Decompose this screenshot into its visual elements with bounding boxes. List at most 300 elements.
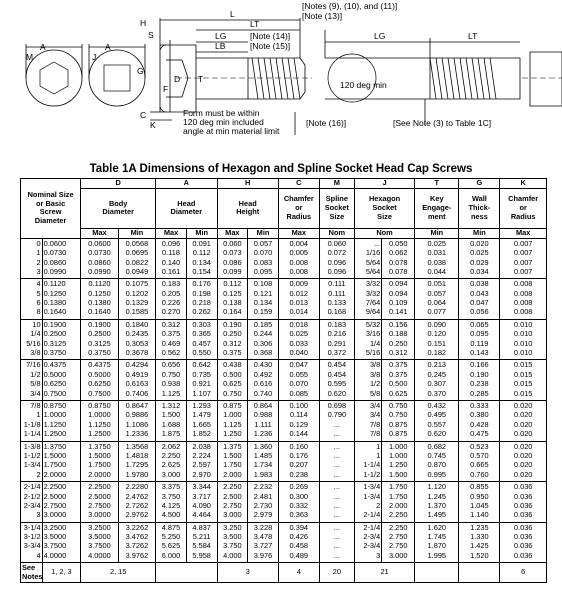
- cell-value: 1-3/4: [23, 460, 41, 470]
- cell-value: 3/8: [30, 348, 41, 358]
- cell-value: 0.094: [388, 288, 408, 298]
- cell-value: 0.375: [388, 360, 408, 370]
- cell-value: 0.020: [513, 460, 533, 470]
- cell-value: 0.156: [388, 319, 408, 329]
- table-body: [21, 238, 547, 563]
- cell-value: 1.995: [427, 550, 447, 560]
- cell-value: 3.2262: [125, 522, 149, 532]
- cell-value: 3.5000: [43, 532, 67, 542]
- cell-value: 0.033: [289, 338, 309, 348]
- cell-value: 1.0000: [43, 410, 67, 420]
- cell-value: 0.875: [223, 401, 242, 410]
- cell-value: 0.1120: [43, 279, 66, 289]
- notes-M: 20: [319, 563, 354, 583]
- notes-nominal: 1, 2, 3: [42, 563, 81, 583]
- cell-value: 0.0822: [125, 257, 149, 267]
- cell-value: 2.232: [253, 482, 273, 492]
- cell-value: 2.979: [253, 510, 273, 520]
- cell-value: 0.100: [289, 401, 309, 410]
- cell-value: 3/4: [369, 401, 381, 410]
- cell-value: 1.1086: [125, 419, 149, 429]
- cell-value: 0.078: [388, 266, 408, 276]
- note-16: [Note (16)]: [306, 118, 347, 128]
- table-cell: [42, 238, 81, 279]
- cell-value: 0.008: [289, 266, 309, 276]
- cell-value: 0.0949: [125, 266, 149, 276]
- cell-value: 3.500: [223, 532, 242, 542]
- cell-value: 0.3750: [43, 348, 67, 358]
- header-letter-T: T: [415, 179, 459, 189]
- cell-value: 0.620: [427, 429, 447, 439]
- cell-value: 3.2500: [88, 522, 111, 532]
- cell-value: 0.682: [427, 441, 447, 451]
- header-letter-K: K: [500, 179, 547, 189]
- cell-value: 0.306: [253, 338, 273, 348]
- table-cell: [415, 319, 459, 360]
- cell-value: 1: [36, 410, 41, 420]
- cell-value: 0.1840: [125, 319, 149, 329]
- cell-value: 1.2336: [125, 429, 149, 439]
- cell-value: 3.7500: [43, 541, 67, 551]
- cell-value: 2.0000: [88, 469, 111, 479]
- table-cell: [248, 441, 279, 482]
- table-cell: [186, 238, 217, 279]
- cell-value: 0.051: [427, 279, 447, 289]
- cell-value: 0.020: [513, 469, 533, 479]
- table-cell: [81, 279, 118, 320]
- label-S: S: [148, 30, 154, 40]
- cell-value: 0.454: [327, 369, 347, 379]
- cell-value: 1.3568: [125, 441, 149, 451]
- cell-value: 0.159: [253, 307, 273, 317]
- subheader-g-min: Min: [459, 228, 500, 238]
- table-cell: [118, 279, 155, 320]
- cell-value: 1.111: [254, 419, 272, 429]
- table-cell: [500, 441, 547, 482]
- cell-value: 0.036: [513, 491, 533, 501]
- cell-value: 3.0000: [43, 510, 67, 520]
- table-cell: [415, 360, 459, 401]
- cell-value: 0.060: [223, 238, 242, 248]
- cell-value: 0.120: [427, 329, 447, 339]
- cell-value: 2.500: [223, 491, 242, 501]
- cell-value: 2.250: [223, 482, 242, 492]
- cell-value: 0.864: [253, 401, 273, 410]
- cell-value: 0.198: [192, 288, 211, 298]
- cell-value: 0.004: [289, 238, 309, 248]
- cell-value: ...: [333, 450, 340, 460]
- cell-value: 2-1/4: [363, 510, 381, 520]
- table-cell: [21, 441, 43, 482]
- cell-value: 2.000: [388, 500, 408, 510]
- table-row-group: [21, 401, 547, 442]
- table-row-group: [21, 360, 547, 401]
- label-J: J: [92, 52, 97, 62]
- table-cell: [278, 522, 319, 563]
- cell-value: 2.7500: [88, 500, 111, 510]
- cell-value: 1/2: [30, 369, 41, 379]
- cell-value: 0.262: [192, 307, 211, 317]
- cell-value: 0.875: [388, 429, 408, 439]
- cell-value: 0.140: [161, 257, 181, 267]
- cell-value: 1.7500: [88, 460, 111, 470]
- cell-value: 0.457: [192, 338, 211, 348]
- cell-value: 2-1/4: [363, 522, 381, 532]
- table-cell: [156, 401, 187, 442]
- label-F: F: [163, 84, 169, 94]
- cell-value: 1-3/4: [363, 491, 381, 501]
- cell-value: 0.365: [192, 329, 211, 339]
- cell-value: 0.300: [289, 491, 309, 501]
- header-letter-D: D: [81, 179, 156, 189]
- cell-value: 0.010: [513, 329, 533, 339]
- table-cell: [156, 238, 187, 279]
- cell-value: 0.085: [289, 388, 309, 398]
- cell-value: 0.0860: [88, 257, 111, 267]
- table-cell: [186, 319, 217, 360]
- cell-value: 0.7500: [43, 388, 67, 398]
- table-cell: [156, 482, 187, 523]
- cell-value: 1.485: [253, 450, 273, 460]
- cell-value: 0.426: [289, 532, 309, 542]
- table-cell: [415, 279, 459, 320]
- label-G: G: [137, 66, 144, 76]
- cell-value: 0.057: [427, 288, 447, 298]
- cell-value: 0.008: [513, 279, 533, 289]
- cell-value: 1/16: [365, 248, 381, 258]
- table-cell: [81, 319, 118, 360]
- table-cell: [156, 522, 187, 563]
- label-LT: LT: [250, 19, 260, 29]
- cell-value: 0.121: [253, 288, 273, 298]
- cell-value: 0.095: [470, 329, 489, 339]
- cell-value: 0.020: [513, 429, 533, 439]
- cell-value: 0.570: [470, 450, 489, 460]
- cell-value: 1/4: [30, 329, 41, 339]
- cell-value: 1.045: [470, 500, 489, 510]
- cell-value: ...: [333, 532, 340, 542]
- table-cell: [186, 360, 217, 401]
- table-cell: [354, 522, 381, 563]
- cell-value: 1.120: [427, 482, 447, 492]
- cell-value: 0.008: [513, 288, 533, 298]
- cell-value: 0.458: [289, 541, 309, 551]
- cell-value: 2.2500: [88, 482, 111, 492]
- header-letter-M: M: [319, 179, 354, 189]
- cell-value: 0.176: [192, 279, 211, 289]
- cell-value: 0.312: [388, 348, 408, 358]
- cell-value: 2.038: [192, 441, 211, 451]
- table-row-group: [21, 441, 547, 482]
- table-cell: [118, 319, 155, 360]
- cell-value: 8: [36, 307, 41, 317]
- table-cell: [382, 319, 415, 360]
- cell-value: 1.7295: [125, 460, 149, 470]
- cell-value: 1.360: [253, 441, 273, 451]
- cell-value: 2-3/4: [23, 500, 41, 510]
- cell-value: 0.218: [192, 298, 211, 308]
- cell-value: 0.118: [162, 248, 180, 258]
- table-cell: [319, 441, 354, 482]
- cell-value: 2.597: [192, 460, 211, 470]
- cell-value: 2.5000: [43, 491, 67, 501]
- cell-value: 0.013: [289, 298, 309, 308]
- cell-value: 0.921: [192, 379, 211, 389]
- cell-value: 2.2500: [43, 482, 67, 492]
- table-cell: [459, 401, 500, 442]
- cell-value: 0.875: [388, 419, 408, 429]
- cell-value: 0.244: [253, 329, 273, 339]
- cell-value: 0.057: [253, 238, 273, 248]
- table-cell: [382, 360, 415, 401]
- table-cell: [500, 401, 547, 442]
- cell-value: 1.125: [223, 419, 242, 429]
- cell-value: 0.038: [427, 257, 447, 267]
- cell-value: 0.8647: [125, 401, 149, 410]
- cell-value: 1.3750: [43, 441, 67, 451]
- header-letter-C: C: [278, 179, 319, 189]
- cell-value: 0.698: [327, 401, 347, 410]
- cell-value: 0.595: [327, 379, 347, 389]
- table-cell: [319, 401, 354, 442]
- cell-value: 0.044: [427, 266, 447, 276]
- cell-value: 1.5000: [88, 450, 111, 460]
- cell-value: 0.4375: [43, 360, 67, 370]
- cell-value: 0.375: [161, 329, 181, 339]
- cell-value: 0.094: [388, 279, 408, 289]
- cell-value: 0.870: [427, 460, 447, 470]
- cell-value: 3.750: [161, 491, 181, 501]
- cell-value: 0.0600: [88, 238, 111, 248]
- table-cell: [319, 522, 354, 563]
- table-cell: [21, 482, 43, 523]
- cell-value: 3: [36, 510, 41, 520]
- notes-G: [459, 563, 500, 583]
- cell-value: 0.125: [223, 288, 242, 298]
- letter-header-row: [21, 179, 547, 189]
- cell-value: 1.107: [192, 388, 211, 398]
- cell-value: 1.250: [388, 460, 408, 470]
- cell-value: 0.047: [289, 360, 309, 370]
- table-cell: [354, 238, 381, 279]
- cell-value: 0.009: [289, 279, 309, 289]
- cell-value: 0.760: [470, 469, 489, 479]
- cell-value: 4.000: [223, 550, 242, 560]
- subheader-h-min: Min: [248, 228, 279, 238]
- cell-value: 0.454: [327, 360, 347, 370]
- cell-value: 3-1/2: [23, 532, 41, 542]
- label-LG: LG: [215, 31, 227, 41]
- cell-value: 2-1/4: [23, 482, 41, 492]
- cell-value: ...: [333, 469, 340, 479]
- table-cell: [248, 279, 279, 320]
- table-cell: [42, 441, 81, 482]
- cell-value: 0.151: [427, 338, 447, 348]
- cell-value: 5.211: [192, 532, 211, 542]
- cell-value: 9/64: [365, 307, 381, 317]
- cell-value: 0.160: [289, 441, 309, 451]
- cell-value: 3/4: [369, 410, 381, 420]
- cell-value: 2.5000: [88, 491, 111, 501]
- table-cell: [217, 401, 248, 442]
- cell-value: 0.2435: [125, 329, 149, 339]
- cell-value: 2.730: [253, 500, 273, 510]
- cell-value: 1.688: [161, 419, 181, 429]
- cell-value: ...: [333, 541, 340, 551]
- table-cell: [382, 279, 415, 320]
- cell-value: 0.190: [223, 319, 242, 329]
- cell-value: 0.036: [513, 500, 533, 510]
- cell-value: 1.236: [253, 429, 273, 439]
- table-cell: [21, 319, 43, 360]
- cell-value: 1.7500: [43, 460, 67, 470]
- table-cell: [278, 360, 319, 401]
- cell-value: 0.303: [192, 319, 211, 329]
- screw-shank: [196, 58, 248, 99]
- cell-value: 1.2500: [88, 429, 111, 439]
- cell-value: 0.8750: [88, 401, 111, 410]
- header-spline-socket: Spline Socket Size: [319, 188, 354, 228]
- cell-value: 3/32: [365, 279, 381, 289]
- cell-value: 0.432: [427, 401, 447, 410]
- cell-value: 2.7500: [43, 500, 67, 510]
- table-cell: [500, 522, 547, 563]
- cell-value: 0.096: [327, 257, 347, 267]
- cell-value: 0.036: [513, 550, 533, 560]
- cell-value: 0.562: [161, 348, 181, 358]
- cell-value: 0.500: [223, 369, 242, 379]
- header-letter-H: H: [217, 179, 278, 189]
- cell-value: 1.983: [253, 469, 273, 479]
- subheader-a-max: Max: [156, 228, 187, 238]
- cell-value: 0.015: [513, 388, 533, 398]
- label-A2: A: [105, 42, 111, 52]
- cell-value: 3.344: [192, 482, 211, 492]
- cell-value: 0.036: [513, 532, 533, 542]
- table-cell: [248, 401, 279, 442]
- table-cell: [186, 522, 217, 563]
- cell-value: 0.008: [513, 307, 533, 317]
- label-LG2: LG: [374, 31, 386, 41]
- cell-value: 0.007: [513, 248, 533, 258]
- cell-value: 0.790: [327, 410, 347, 420]
- table-cell: [118, 401, 155, 442]
- cell-value: 0.008: [289, 257, 309, 267]
- cell-value: 0.375: [223, 348, 242, 358]
- table-cell: [248, 319, 279, 360]
- cell-value: 0.015: [513, 360, 533, 370]
- cell-value: 0.205: [161, 288, 181, 298]
- cell-value: 0.363: [289, 510, 309, 520]
- cell-value: 0.109: [388, 298, 408, 308]
- header-letter-A: A: [156, 179, 217, 189]
- cell-value: 0.0730: [88, 248, 111, 258]
- label-A: A: [40, 42, 46, 52]
- cell-value: 0.134: [192, 257, 211, 267]
- cell-value: 7/64: [365, 298, 381, 308]
- cell-value: 1.000: [388, 450, 408, 460]
- table-cell: [81, 482, 118, 523]
- table-cell: [459, 279, 500, 320]
- cell-value: 5.584: [192, 541, 211, 551]
- table-cell: [186, 401, 217, 442]
- cell-value: 1-1/4: [23, 429, 41, 439]
- table-cell: [217, 360, 248, 401]
- cell-value: 3.717: [192, 491, 211, 501]
- table-cell: [459, 360, 500, 401]
- cell-value: 1.140: [470, 510, 489, 520]
- cell-value: 1.500: [223, 450, 242, 460]
- cell-value: 2: [36, 257, 41, 267]
- cell-value: 0.3125: [43, 338, 67, 348]
- cell-value: 0.492: [253, 369, 273, 379]
- note-3-table-1c: [See Note (3) to Table 1C]: [393, 118, 492, 128]
- cell-value: 0.1120: [88, 279, 111, 289]
- cell-value: 0.475: [470, 429, 489, 439]
- cell-value: 3.4762: [125, 532, 149, 542]
- cell-value: 2.0000: [43, 469, 67, 479]
- cell-value: 1.330: [470, 532, 489, 542]
- cell-value: 5/16: [365, 348, 381, 358]
- cell-value: 0.056: [470, 307, 489, 317]
- cell-value: 1.9780: [125, 469, 149, 479]
- cell-value: 5/32: [365, 319, 381, 329]
- cell-value: 0.020: [513, 401, 533, 410]
- table-cell: [186, 482, 217, 523]
- label-H: H: [140, 18, 147, 28]
- cell-value: 0.020: [513, 419, 533, 429]
- cell-value: 4.875: [161, 522, 181, 532]
- cell-value: 4.500: [161, 510, 181, 520]
- cell-value: 0.625: [388, 388, 408, 398]
- cell-value: 0.238: [470, 379, 489, 389]
- note-9-10-11: [Notes (9), (10), and (11)]: [302, 1, 398, 11]
- cell-value: 0.095: [253, 266, 273, 276]
- table-cell: [382, 441, 415, 482]
- table-cell: [42, 401, 81, 442]
- table-cell: [319, 238, 354, 279]
- cell-value: 3/8: [369, 360, 381, 370]
- cell-value: 2.250: [161, 450, 181, 460]
- see-notes-label: See Notes: [22, 562, 43, 581]
- cell-value: 0.1585: [125, 307, 149, 317]
- table-cell: [21, 279, 43, 320]
- screw-head-end: [530, 52, 562, 106]
- cell-value: 4.0000: [43, 550, 67, 560]
- table-cell: [382, 238, 415, 279]
- table-cell: [156, 360, 187, 401]
- cell-value: 0.1250: [88, 288, 111, 298]
- cell-value: 1.750: [223, 460, 242, 470]
- table-cell: [186, 441, 217, 482]
- cell-value: 3/16: [365, 329, 381, 339]
- table-cell: [382, 482, 415, 523]
- cell-value: 0.216: [327, 329, 347, 339]
- table-cell: [118, 441, 155, 482]
- cell-value: 0.0990: [43, 266, 67, 276]
- cell-value: 0.7406: [125, 388, 149, 398]
- table-cell: [81, 522, 118, 563]
- cell-value: 0.269: [289, 482, 309, 492]
- cell-value: 0.007: [513, 266, 533, 276]
- table-cell: [42, 360, 81, 401]
- cell-value: 1.495: [427, 510, 447, 520]
- cell-value: 0.5000: [43, 369, 67, 379]
- cell-value: 2.4762: [125, 491, 149, 501]
- cell-value: 0.050: [388, 238, 408, 248]
- cell-value: 5.250: [161, 532, 181, 542]
- notes-H: 3: [217, 563, 278, 583]
